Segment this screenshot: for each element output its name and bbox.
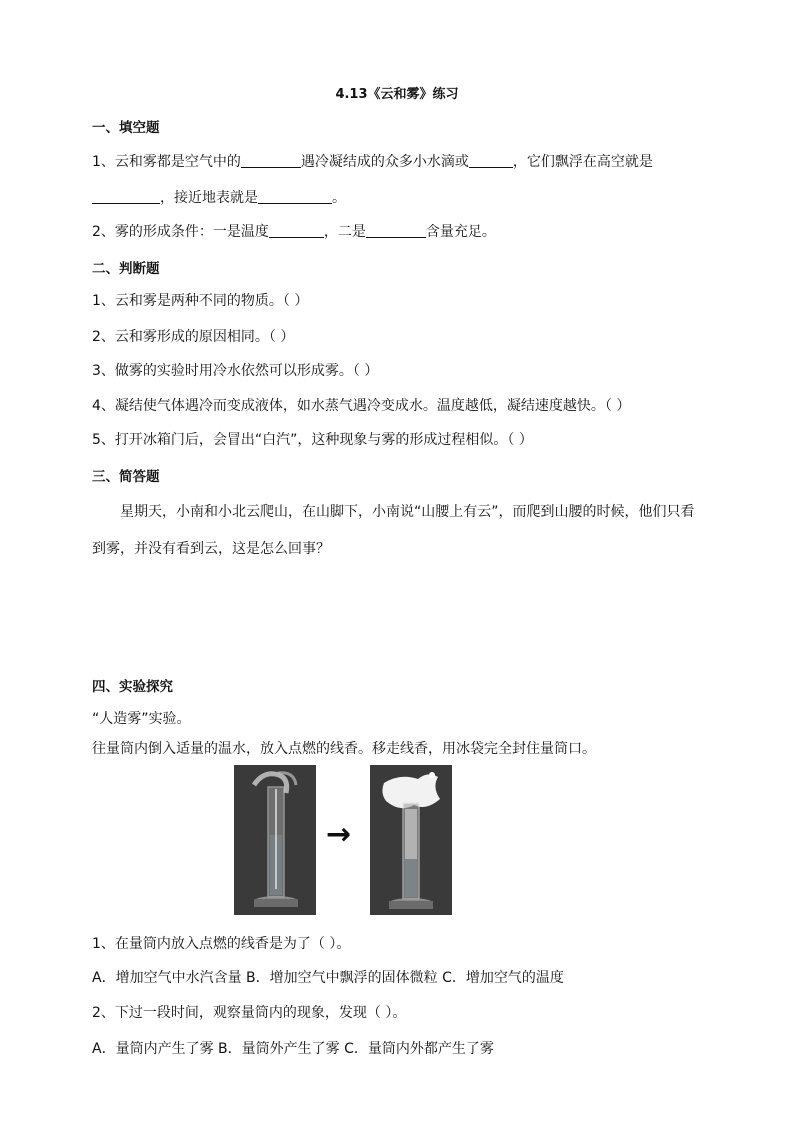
fill-question-2 [92, 221, 496, 241]
section-heading-experiment: 四、实验探究 [92, 679, 173, 695]
arrow-icon: → [326, 817, 352, 852]
judge-question-3: 3、做雾的实验时用冷水依然可以形成雾。（ ） [92, 363, 379, 379]
judge-question-2: 2、云和雾形成的原因相同。（ ） [92, 329, 295, 345]
question-text: 。 [332, 190, 346, 206]
answer-blank[interactable] [258, 189, 332, 204]
experiment-photo-before [234, 765, 316, 915]
experiment-question-1: 1、在量筒内放入点燃的线香是为了（ ）。 [92, 936, 351, 952]
section-heading-fill: 一、填空题 [92, 120, 160, 136]
section-heading-judge: 二、判断题 [92, 261, 160, 277]
fill-question-1-line-2 [92, 187, 346, 207]
answer-blank[interactable] [241, 153, 301, 168]
answer-blank[interactable] [92, 189, 160, 204]
answer-blank[interactable] [366, 223, 426, 238]
experiment-question-2: 2、下过一段时间，观察量筒内的现象，发现（ ）。 [92, 1005, 407, 1021]
page-title: 4.13《云和雾》练习 [335, 87, 459, 102]
fill-question-1-line-1 [92, 151, 653, 171]
short-answer-text-line-1: 星期天，小南和小北云爬山，在山脚下，小南说“山腰上有云”，而爬到山腰的时候，他们只看 [120, 504, 695, 520]
question-text: 遇冷凝结成的众多小水滴或 [300, 154, 469, 170]
experiment-question-2-options: A．量筒内产生了雾 B．量筒外产生了雾 C．量筒内外都产生了雾 [92, 1041, 494, 1057]
judge-question-4: 4、凝结使气体遇冷而变成液体，如水蒸气遇冷变成水。温度越低，凝结速度越快。（ ） [92, 398, 631, 414]
judge-question-1: 1、云和雾是两种不同的物质。（ ） [92, 293, 309, 309]
experiment-question-1-options: A．增加空气中水汽含量 B．增加空气中飘浮的固体微粒 C．增加空气的温度 [92, 970, 564, 986]
experiment-description: 往量筒内倒入适量的温水，放入点燃的线香。移走线香，用冰袋完全封住量筒口。 [92, 741, 596, 757]
question-text: ，接近地表就是 [160, 190, 258, 206]
question-text: 1、云和雾都是空气中的 [92, 154, 241, 170]
judge-question-5: 5、打开冰箱门后，会冒出“白汽”，这种现象与雾的形成过程相似。（ ） [92, 432, 533, 448]
question-text: ，二是 [323, 224, 366, 240]
question-text: 含量充足。 [425, 224, 496, 240]
question-text: ，它们飘浮在高空就是 [512, 154, 653, 170]
question-text: 2、雾的形成条件：一是温度 [92, 224, 269, 240]
experiment-photo-after [370, 765, 452, 915]
section-heading-short-answer: 三、简答题 [92, 469, 160, 485]
answer-blank[interactable] [469, 153, 513, 168]
answer-blank[interactable] [269, 223, 324, 238]
experiment-name: “人造雾”实验。 [92, 711, 191, 727]
short-answer-text-line-2: 到雾，并没有看到云，这是怎么回事？ [92, 541, 330, 557]
